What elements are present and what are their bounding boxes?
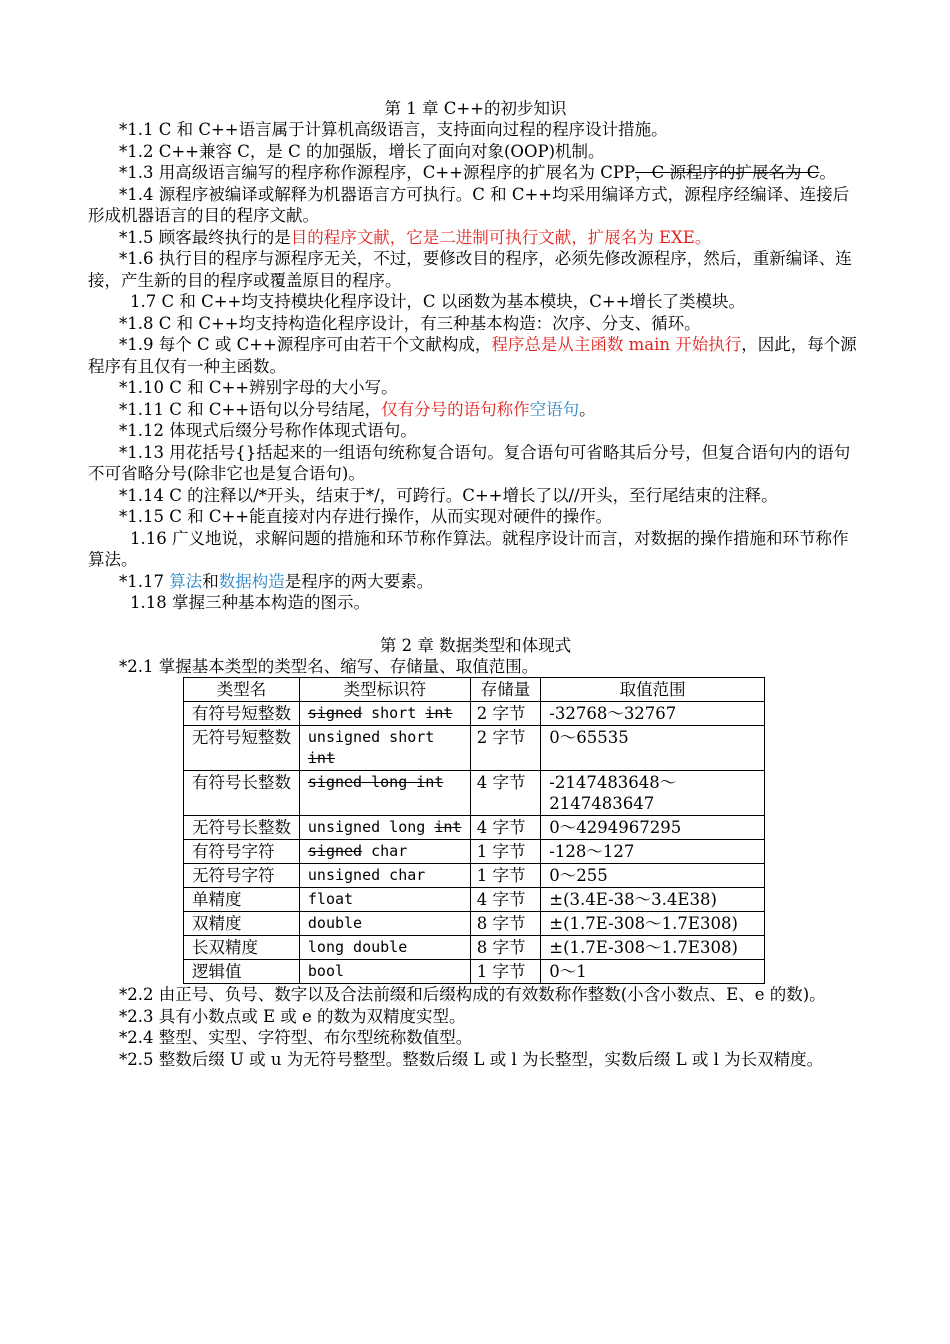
- cell-range: ±(1.7E-308～1.7E308): [541, 912, 765, 936]
- deleted-keyword: int: [434, 818, 462, 836]
- text: 。: [579, 399, 596, 419]
- highlight-red: 程序总是从主函数 main 开始执行: [491, 335, 742, 354]
- text: ，因此，每个源程序有且仅有一种主函数。: [88, 335, 857, 376]
- cell-type-name: 无符号短整数: [184, 726, 300, 771]
- cell-type-identifier: [299, 702, 470, 726]
- paragraph-1-17: [88, 571, 863, 593]
- keyword: double: [307, 914, 363, 932]
- table-row: [184, 888, 765, 912]
- cell-type-identifier: [299, 771, 470, 816]
- document-page: [88, 98, 863, 1070]
- table-row: [184, 936, 765, 960]
- paragraph-1-7: 1.7 C 和 C++均支持模块化程序设计，C 以函数为基本模块，C++增长了类模块。: [130, 292, 746, 311]
- text: 。: [819, 163, 836, 182]
- cell-type-name: 有符号短整数: [184, 702, 300, 726]
- header-type-name: 类型名: [184, 678, 300, 702]
- cell-type-name: 有符号字符: [184, 840, 300, 864]
- cell-type-name: 逻辑值: [184, 960, 300, 984]
- cell-type-identifier: [299, 912, 470, 936]
- cell-storage: 2 字节: [470, 726, 540, 771]
- table-row: [184, 771, 765, 816]
- text: *1.5 顾客最终执行的是: [119, 227, 291, 247]
- cell-range: ±(3.4E-38～3.4E38): [541, 888, 765, 912]
- paragraph-1-12: *1.12 体现式后缀分号称作体现式语句。: [119, 421, 417, 440]
- chapter-1-title: 第 1 章 C++的初步知识: [384, 99, 567, 118]
- cell-type-identifier: [299, 816, 470, 840]
- table-row: [184, 702, 765, 726]
- paragraph-1-1: *1.1 C 和 C++语言属于计算机高级语言，支持面向过程的程序设计措施。: [119, 120, 668, 139]
- table-row: [184, 912, 765, 936]
- paragraph-1-3: [88, 162, 863, 184]
- cell-storage: 4 字节: [470, 816, 540, 840]
- keyword: bool: [307, 962, 345, 980]
- cell-type-name: 有符号长整数: [184, 771, 300, 816]
- cell-storage: 1 字节: [470, 864, 540, 888]
- cell-range: 0～1: [541, 960, 765, 984]
- cell-storage: 1 字节: [470, 840, 540, 864]
- cell-type-identifier: [299, 936, 470, 960]
- paragraph-1-2: *1.2 C++兼容 C，是 C 的加强版，增长了面向对象(OOP)机制。: [119, 141, 605, 161]
- table-row: [184, 840, 765, 864]
- paragraph-1-5: [88, 227, 863, 249]
- paragraph-1-15: *1.15 C 和 C++能直接对内存进行操作，从而实现对硬件的操作。: [119, 507, 613, 526]
- cell-type-identifier: [299, 864, 470, 888]
- keyword: char: [362, 842, 408, 860]
- paragraph-2-5: *2.5 整数后缀 U 或 u 为无符号整型。整数后缀 L 或 l 为长整型，实数后缀 L 或 l 为长双精度。: [119, 1049, 824, 1069]
- keyword: unsigned char: [307, 866, 426, 884]
- data-types-table: [183, 677, 765, 984]
- deleted-text: ，C 源程序的扩展名为 C: [635, 163, 820, 182]
- highlight-blue: 算法: [169, 571, 203, 591]
- keyword: float: [307, 890, 354, 908]
- cell-type-identifier: [299, 960, 470, 984]
- paragraph-2-3: *2.3 具有小数点或 E 或 e 的数为双精度实型。: [119, 1006, 466, 1026]
- cell-range: 0～4294967295: [541, 816, 765, 840]
- deleted-keyword: signed long int: [307, 773, 444, 791]
- keyword: unsigned short: [307, 728, 435, 746]
- table-row: [184, 816, 765, 840]
- cell-range: 0～255: [541, 864, 765, 888]
- text: *1.3 用高级语言编写的程序称作源程序，C++源程序的扩展名为 CPP: [119, 163, 636, 182]
- table-header-row: [184, 678, 765, 702]
- cell-range: -2147483648～2147483647: [541, 771, 765, 816]
- keyword: long double: [307, 938, 408, 956]
- table-row: [184, 726, 765, 771]
- keyword: unsigned long: [307, 818, 435, 836]
- cell-range: -128～127: [541, 840, 765, 864]
- paragraph-2-2: *2.2 由正号、负号、数字以及合法前缀和后缀构成的有效数称作整数(小含小数点、E、e 的数)。: [119, 985, 826, 1004]
- cell-type-identifier: [299, 888, 470, 912]
- cell-type-name: 无符号长整数: [184, 816, 300, 840]
- paragraph-1-6: *1.6 执行目的程序与源程序无关，不过，要修改目的程序，必须先修改源程序，然后，重新编译、连接，产生新的目的程序或覆盖原目的程序。: [88, 249, 852, 290]
- highlight-red: 目的程序文献，它是二进制可执行文献，扩展名为 EXE。: [290, 227, 712, 247]
- cell-range: 0～65535: [541, 726, 765, 771]
- paragraph-1-14: *1.14 C 的注释以/*开头，结束于*/，可跨行。C++增长了以//开头，至行尾结束的注释。: [119, 485, 778, 505]
- paragraph-1-11: [88, 399, 863, 421]
- paragraph-2-4: *2.4 整型、实型、字符型、布尔型统称数值型。: [119, 1028, 473, 1047]
- header-range: 取值范围: [541, 678, 765, 702]
- cell-storage: 4 字节: [470, 888, 540, 912]
- paragraph-1-18: 1.18 掌握三种基本构造的图示。: [130, 593, 370, 612]
- highlight-blue: 空语句: [529, 399, 580, 419]
- cell-range: -32768～32767: [541, 702, 765, 726]
- paragraph-1-10: *1.10 C 和 C++辨别字母的大小写。: [119, 378, 398, 397]
- cell-storage: 8 字节: [470, 912, 540, 936]
- keyword: short: [362, 704, 426, 722]
- deleted-keyword: signed: [307, 704, 363, 722]
- highlight-red: 仅有分号的语句称作: [381, 399, 530, 419]
- paragraph-1-13: *1.13 用花括号{}括起来的一组语句统称复合语句。复合语句可省略其后分号，但复合语句内的语句不可省略分号(除非它也是复合语句)。: [88, 442, 851, 483]
- cell-storage: 1 字节: [470, 960, 540, 984]
- text: 和: [202, 571, 219, 591]
- deleted-keyword: int: [307, 749, 335, 767]
- cell-type-name: 双精度: [184, 912, 300, 936]
- paragraph-1-8: *1.8 C 和 C++均支持构造化程序设计，有三种基本构造：次序、分支、循环。: [119, 313, 701, 333]
- paragraph-1-16: 1.16 广义地说，求解问题的措施和环节称作算法。就程序设计而言，对数据的操作措施和环节称作算法。: [88, 528, 849, 569]
- paragraph-1-4: *1.4 源程序被编译或解释为机器语言方可执行。C 和 C++均采用编译方式，源程序经编译、连接后形成机器语言的目的程序文献。: [88, 184, 850, 225]
- cell-storage: 8 字节: [470, 936, 540, 960]
- cell-type-identifier: [299, 840, 470, 864]
- cell-storage: 4 字节: [470, 771, 540, 816]
- text: *1.11 C 和 C++语句以分号结尾，: [119, 399, 382, 419]
- spacer: [88, 614, 863, 635]
- highlight-blue: 数据构造: [218, 571, 285, 591]
- cell-type-name: 长双精度: [184, 936, 300, 960]
- text: 是程序的两大要素。: [284, 571, 434, 591]
- text: *1.9 每个 C 或 C++源程序可由若干个文献构成，: [119, 335, 492, 354]
- cell-type-identifier: [299, 726, 470, 771]
- cell-type-name: 无符号字符: [184, 864, 300, 888]
- chapter-2-title: 第 2 章 数据类型和体现式: [379, 635, 572, 655]
- paragraph-1-9: [88, 334, 863, 377]
- header-type-identifier: 类型标识符: [299, 678, 470, 702]
- table-row: [184, 960, 765, 984]
- table-row: [184, 864, 765, 888]
- paragraph-2-1: *2.1 掌握基本类型的类型名、缩写、存储量、取值范围。: [119, 656, 539, 676]
- deleted-keyword: signed: [307, 842, 363, 860]
- cell-type-name: 单精度: [184, 888, 300, 912]
- cell-range: ±(1.7E-308～1.7E308): [541, 936, 765, 960]
- header-storage: 存储量: [470, 678, 540, 702]
- deleted-keyword: int: [425, 704, 453, 722]
- table-body: [184, 702, 765, 984]
- cell-storage: 2 字节: [470, 702, 540, 726]
- text: *1.17: [119, 571, 170, 591]
